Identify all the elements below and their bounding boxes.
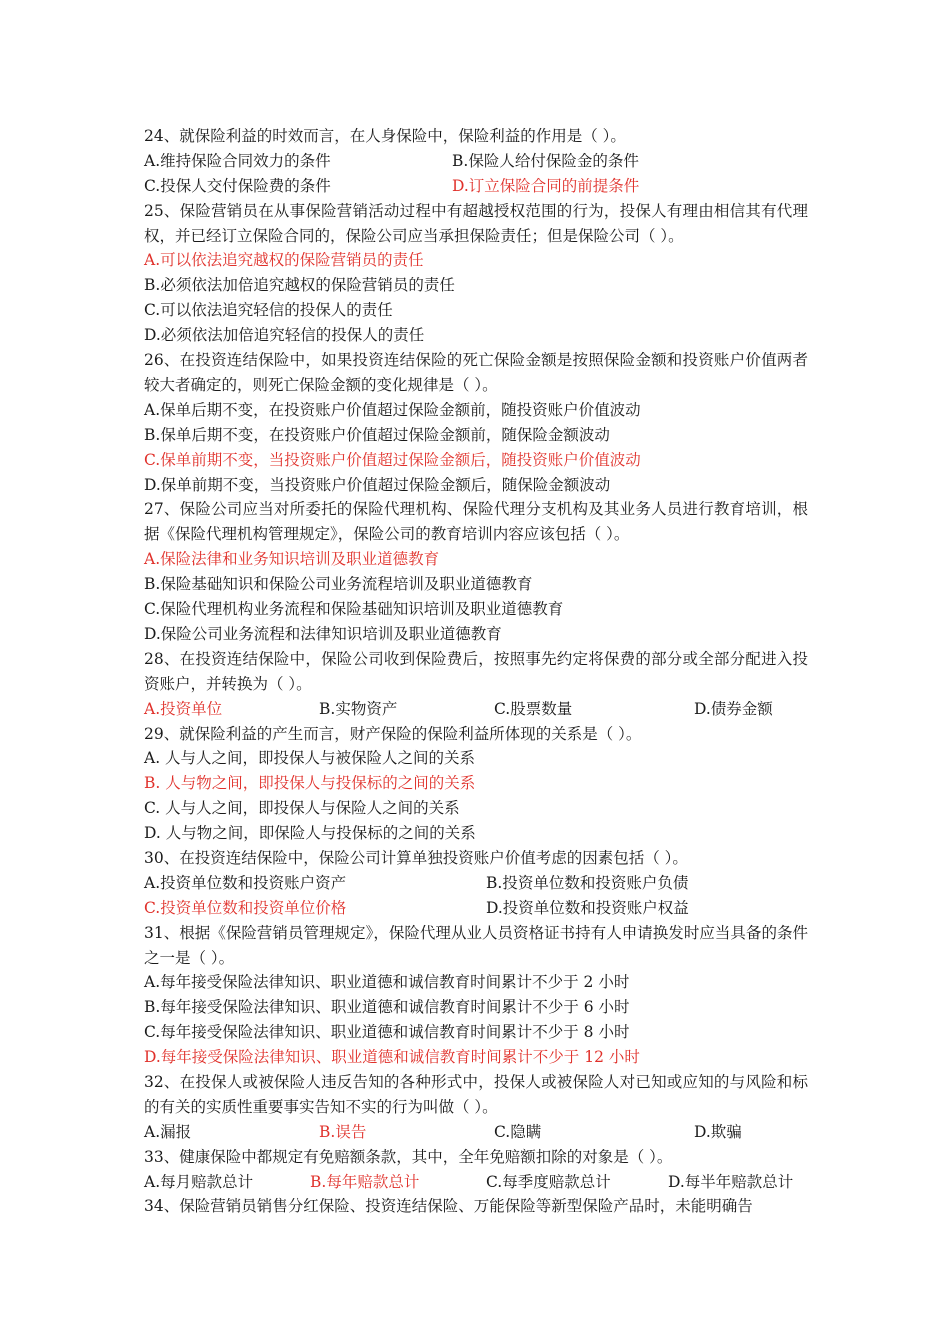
option-c: C.隐瞒 <box>494 1122 542 1141</box>
option-c: C.股票数量 <box>494 699 573 718</box>
options-row <box>144 149 808 174</box>
option-d-answer: D.每年接受保险法律知识、职业道德和诚信教育时间累计不少于 12 小时 <box>144 1048 640 1067</box>
option-a: A. 人与人之间，即投保人与被保险人之间的关系 <box>144 749 476 768</box>
option-d: D. 人与物之间，即保险人与投保标的之间的关系 <box>144 824 476 843</box>
question-stem: 25、保险营销员在从事保险营销活动过程中有超越授权范围的行为，投保人有理由相信其有代理权，并已经订立保险合同的，保险公司应当承担保险责任；但是保险公司（ ）。 <box>144 201 808 245</box>
option-b: B.保险人给付保险金的条件 <box>452 151 639 170</box>
option-a: A.漏报 <box>144 1122 192 1141</box>
option-a: A.维持保险合同效力的条件 <box>144 151 331 170</box>
question-stem: 26、在投资连结保险中，如果投资连结保险的死亡保险金额是按照保险金额和投资账户价值两者较大者确定的，则死亡保险金额的变化规律是（ ）。 <box>144 351 808 394</box>
option-b: B.实物资产 <box>319 699 398 718</box>
option-b: B.投资单位数和投资账户负债 <box>486 873 689 892</box>
option-a: A.每年接受保险法律知识、职业道德和诚信教育时间累计不少于 2 小时 <box>144 973 630 992</box>
options-row <box>144 1120 808 1145</box>
option-b: B.每年接受保险法律知识、职业道德和诚信教育时间累计不少于 6 小时 <box>144 998 630 1017</box>
option-c: C.可以依法追究轻信的投保人的责任 <box>144 301 393 320</box>
option-a: A.每月赔款总计 <box>144 1172 254 1191</box>
document-page <box>144 124 808 1219</box>
options-row <box>144 896 808 921</box>
question-stem: 33、健康保险中都规定有免赔额条款，其中，全年免赔额扣除的对象是（ ）。 <box>144 1147 673 1166</box>
options-row <box>144 697 808 722</box>
option-c-answer: C.保单前期不变，当投资账户价值超过保险金额后，随投资账户价值波动 <box>144 450 641 469</box>
options-row <box>144 871 808 896</box>
option-c-answer: C.投资单位数和投资单位价格 <box>144 898 347 917</box>
question-stem: 34、保险营销员销售分红保险、投资连结保险、万能保险等新型保险产品时，未能明确告 <box>144 1197 753 1216</box>
option-b-answer: B.误告 <box>319 1122 367 1141</box>
option-d-answer: D.订立保险合同的前提条件 <box>452 176 640 195</box>
option-b: B.保单后期不变，在投资账户价值超过保险金额前，随保险金额波动 <box>144 425 610 444</box>
option-b-answer: B.每年赔款总计 <box>310 1172 420 1191</box>
option-a-answer: A.可以依法追究越权的保险营销员的责任 <box>144 251 424 270</box>
question-stem: 30、在投资连结保险中，保险公司计算单独投资账户价值考虑的因素包括（ ）。 <box>144 848 688 867</box>
option-d: D.保单前期不变，当投资账户价值超过保险金额后，随保险金额波动 <box>144 475 611 494</box>
option-b: B.保险基础知识和保险公司业务流程培训及职业道德教育 <box>144 575 533 594</box>
option-a: A.投资单位数和投资账户资产 <box>144 873 347 892</box>
option-a: A.保单后期不变，在投资账户价值超过保险金额前，随投资账户价值波动 <box>144 400 641 419</box>
option-c: C.每季度赔款总计 <box>486 1172 611 1191</box>
question-stem: 24、就保险利益的时效而言，在人身保险中，保险利益的作用是（ ）。 <box>144 127 626 145</box>
option-d: D.投资单位数和投资账户权益 <box>486 898 689 917</box>
option-b: B.必须依法加倍追究越权的保险营销员的责任 <box>144 276 455 295</box>
option-c: C.每年接受保险法律知识、职业道德和诚信教育时间累计不少于 8 小时 <box>144 1023 630 1042</box>
question-stem: 28、在投资连结保险中，保险公司收到保险费后，按照事先约定将保费的部分或全部分配进入投资账户，并转换为（ ）。 <box>144 649 808 693</box>
question-stem: 32、在投保人或被保险人违反告知的各种形式中，投保人或被保险人对已知或应知的与风险和标的有关的实质性重要事实告知不实的行为叫做（ ）。 <box>144 1073 808 1116</box>
question-stem: 29、就保险利益的产生而言，财产保险的保险利益所体现的关系是（ ）。 <box>144 724 642 743</box>
options-row <box>144 1170 808 1195</box>
option-a-answer: A.保险法律和业务知识培训及职业道德教育 <box>144 550 440 569</box>
option-d: D.保险公司业务流程和法律知识培训及职业道德教育 <box>144 624 502 643</box>
option-b-answer: B. 人与物之间，即投保人与投保标的之间的关系 <box>144 774 476 793</box>
question-stem: 31、根据《保险营销员管理规定》，保险代理从业人员资格证书持有人申请换发时应当具备的条件之一是（ ）。 <box>144 923 808 967</box>
option-a-answer: A.投资单位 <box>144 699 223 718</box>
option-d: D.欺骗 <box>694 1122 742 1141</box>
option-c: C.投保人交付保险费的条件 <box>144 176 331 195</box>
option-c: C.保险代理机构业务流程和保险基础知识培训及职业道德教育 <box>144 600 564 619</box>
options-row <box>144 174 808 199</box>
option-d: D.每半年赔款总计 <box>668 1172 794 1191</box>
option-d: D.债券金额 <box>694 699 773 718</box>
option-c: C. 人与人之间，即投保人与保险人之间的关系 <box>144 799 460 818</box>
question-stem: 27、保险公司应当对所委托的保险代理机构、保险代理分支机构及其业务人员进行教育培训，根据《保险代理机构管理规定》，保险公司的教育培训内容应该包括（ ）。 <box>144 500 808 544</box>
option-d: D.必须依法加倍追究轻信的投保人的责任 <box>144 326 425 345</box>
